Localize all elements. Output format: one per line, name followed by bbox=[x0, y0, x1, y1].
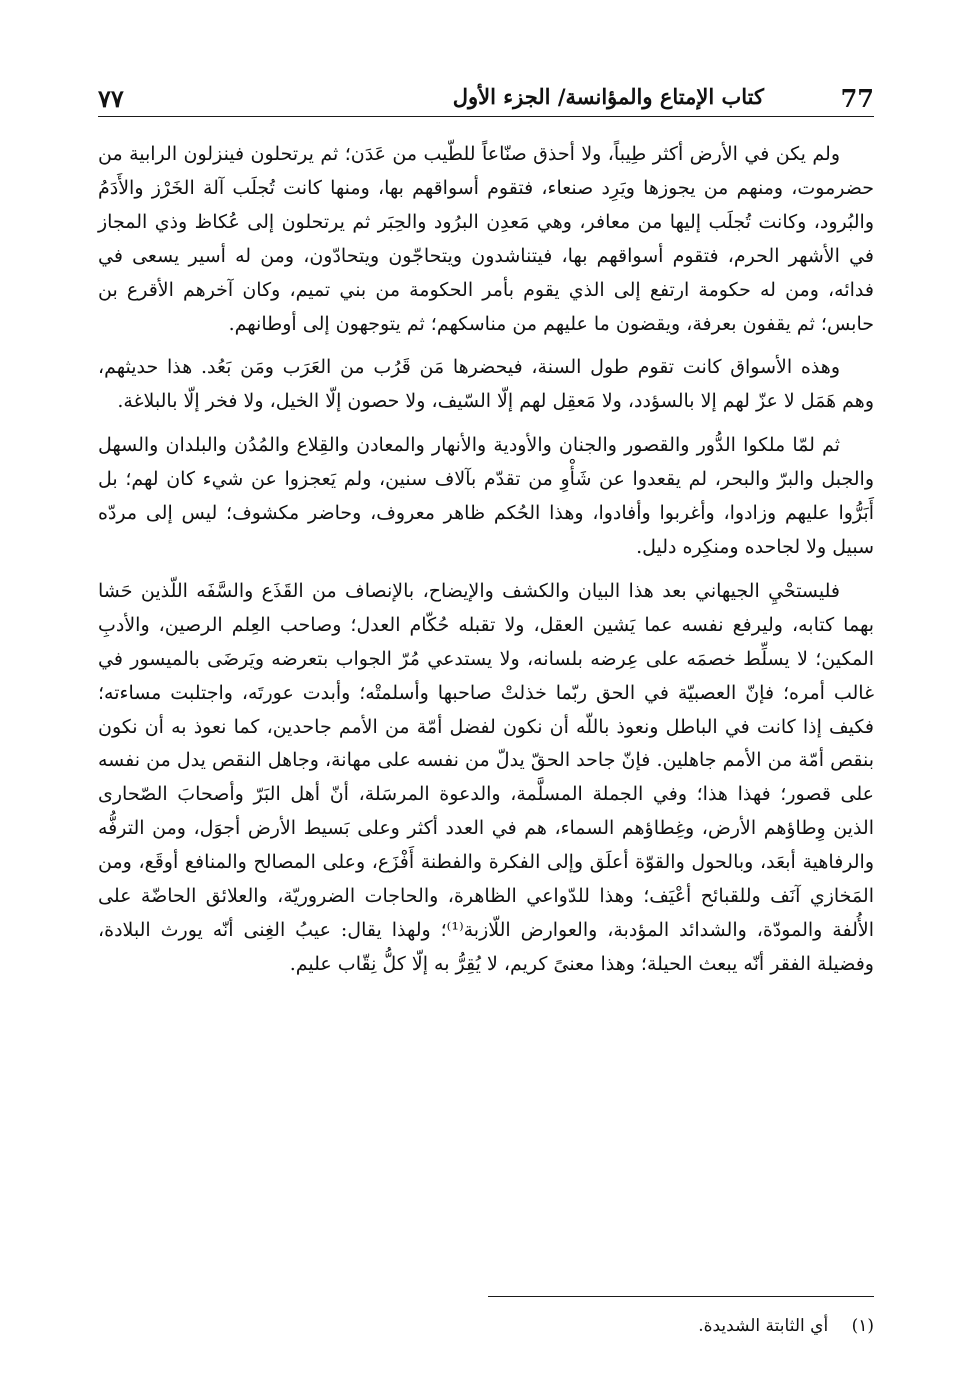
paragraph-2: وهذه الأسواق كانت تقوم طول السنة، فيحضرها مَن قَرُب من العَرَب ومَن بَعُد. هذا حديثهم، وهم هَمَل لا عزّ لهم إلا بالسؤدد، ولا مَعقِل لهم إلّا السّيف، ولا حصون إلّا الخيل، ولا فخر إلّا بالبلاغة. bbox=[98, 356, 874, 413]
footnote-text: أي الثابتة الشديدة. bbox=[698, 1316, 829, 1336]
page-header bbox=[98, 82, 874, 117]
page-number-arabic: ٧٧ bbox=[98, 84, 124, 113]
footnote-marker: (١) bbox=[851, 1316, 874, 1336]
main-text bbox=[98, 138, 874, 992]
footnote-separator bbox=[488, 1296, 874, 1297]
footnote bbox=[98, 1312, 874, 1340]
page-number-latin: 77 bbox=[840, 84, 874, 113]
running-title: كتاب الإمتاع والمؤانسة/ الجزء الأول bbox=[452, 84, 764, 109]
paragraph-3: ثم لمّا ملكوا الدُّور والقصور والجنان والأودية والأنهار والمعادن والقِلاع والمُدُن والبلدان والسهل والجبل والبرّ والبحر، لم يقعدوا عن شَأْوِ من تقدّم بآلاف سنين، ولم يَعجزوا عن شيء كان لهم؛ بل أَبَرُّوا عليهم وزادوا، وأغربوا وأفادوا، وهذا الحُكم ظاهر معروف، وحاضر مكشوف؛ ليس إلى مردّه سبيل ولا لجاحده ومنكِره دليل. bbox=[98, 434, 874, 558]
paragraph-1: ولم يكن في الأرض أكثر طِيباً، ولا أحذق صنّاعاً للطّيب من عَدَن؛ ثم يرتحلون فينزلون الرابية من حضرموت، ومنهم من يجوزها ويَرِد صنعاء، فتقوم أسواقهم بها، ومنها كانت تُجلَب آلة الخَرْز والأَدَمُ والبُرود، وكانت تُجلَب إليها من معافر، وهي مَعدِن البرُود والحِبَر ثم يرتحلون إلى عُكاظ وذي المجاز في الأشهر الحرم، فتقوم أسواقهم بها، فيتناشدون ويتحاجّون ويتحادّون، ومن له أسير يسعى في فدائه، ومن له حكومة ارتفع إلى الذي يقوم بأمر الحكومة من بني تميم، وكان آخرهم الأقرع بن حابس؛ ثم يقفون بعرفة، ويقضون ما عليهم من مناسكهم؛ ثم يتوجهون إلى أوطانهم. bbox=[98, 143, 874, 335]
paragraph-4: فليستحْيِ الجيهاني بعد هذا البيان والكشف والإيضاح، بالإنصاف من القَذَع والسَّفَه اللّذين حَشا بهما كتابه، وليرفع نفسه عما يَشين العقل، ولا تقبله حُكّام العدل؛ وصاحب العِلم الرصين، والأدبِ المكين؛ لا يسلِّط خصمَه على عِرضه بلسانه، ولا يستدعي مُرّ الجواب بتعرضه ويَرضَى بالميسور في غالب أمره؛ فإنّ العصبيّة في الحق ربّما خذلتْ صاحبها وأسلمتْه؛ وأبدت عورتَه، واجتلبت مساءته؛ فكيف إذا كانت في الباطل ونعوذ باللّه أن نكون لفضل أمّة من الأمم جاحدين، كما نعوذ به أن نكون بنقص أمّة من الأمم جاهلين. فإنّ جاحد الحقّ يدلّ من نفسه على مهانة، وجاهل النقص يدل من نفسه على قصور؛ فهذا هذا؛ وفي الجملة المسلَّمة، والدعوة المرسَلة، أنّ أهل البَرّ وأصحابَ الصّحارى الذين وِطاؤهم الأرض، وغِطاؤهم السماء، هم في العدد أكثر وعلى بَسيط الأرض أجوَل، ومن الترفُّه والرفاهية أبعَد، وبالحول والقوّة أعلَق وإلى الفكرة والفطنة أَفْزَع، وعلى المصالح والمنافع أوقَع، ومن المَخازي آنَف وللقبائح أعْيَف؛ وهذا للدّواعي الظاهرة، والحاجات الضروريّة، والعلائق الحاضّة على الأُلفة والمودّة، والشدائد المؤدبة، والعوارض اللّازبة⁽¹⁾؛ ولهذا يقال: عيبُ الغِنى أنّه يورث البلادة، وفضيلة الفقر أنّه يبعث الحيلة؛ وهذا معنىً كريم، لا يُقِرُّ به إلّا كلُّ نِقّاب عليم. bbox=[98, 579, 874, 975]
